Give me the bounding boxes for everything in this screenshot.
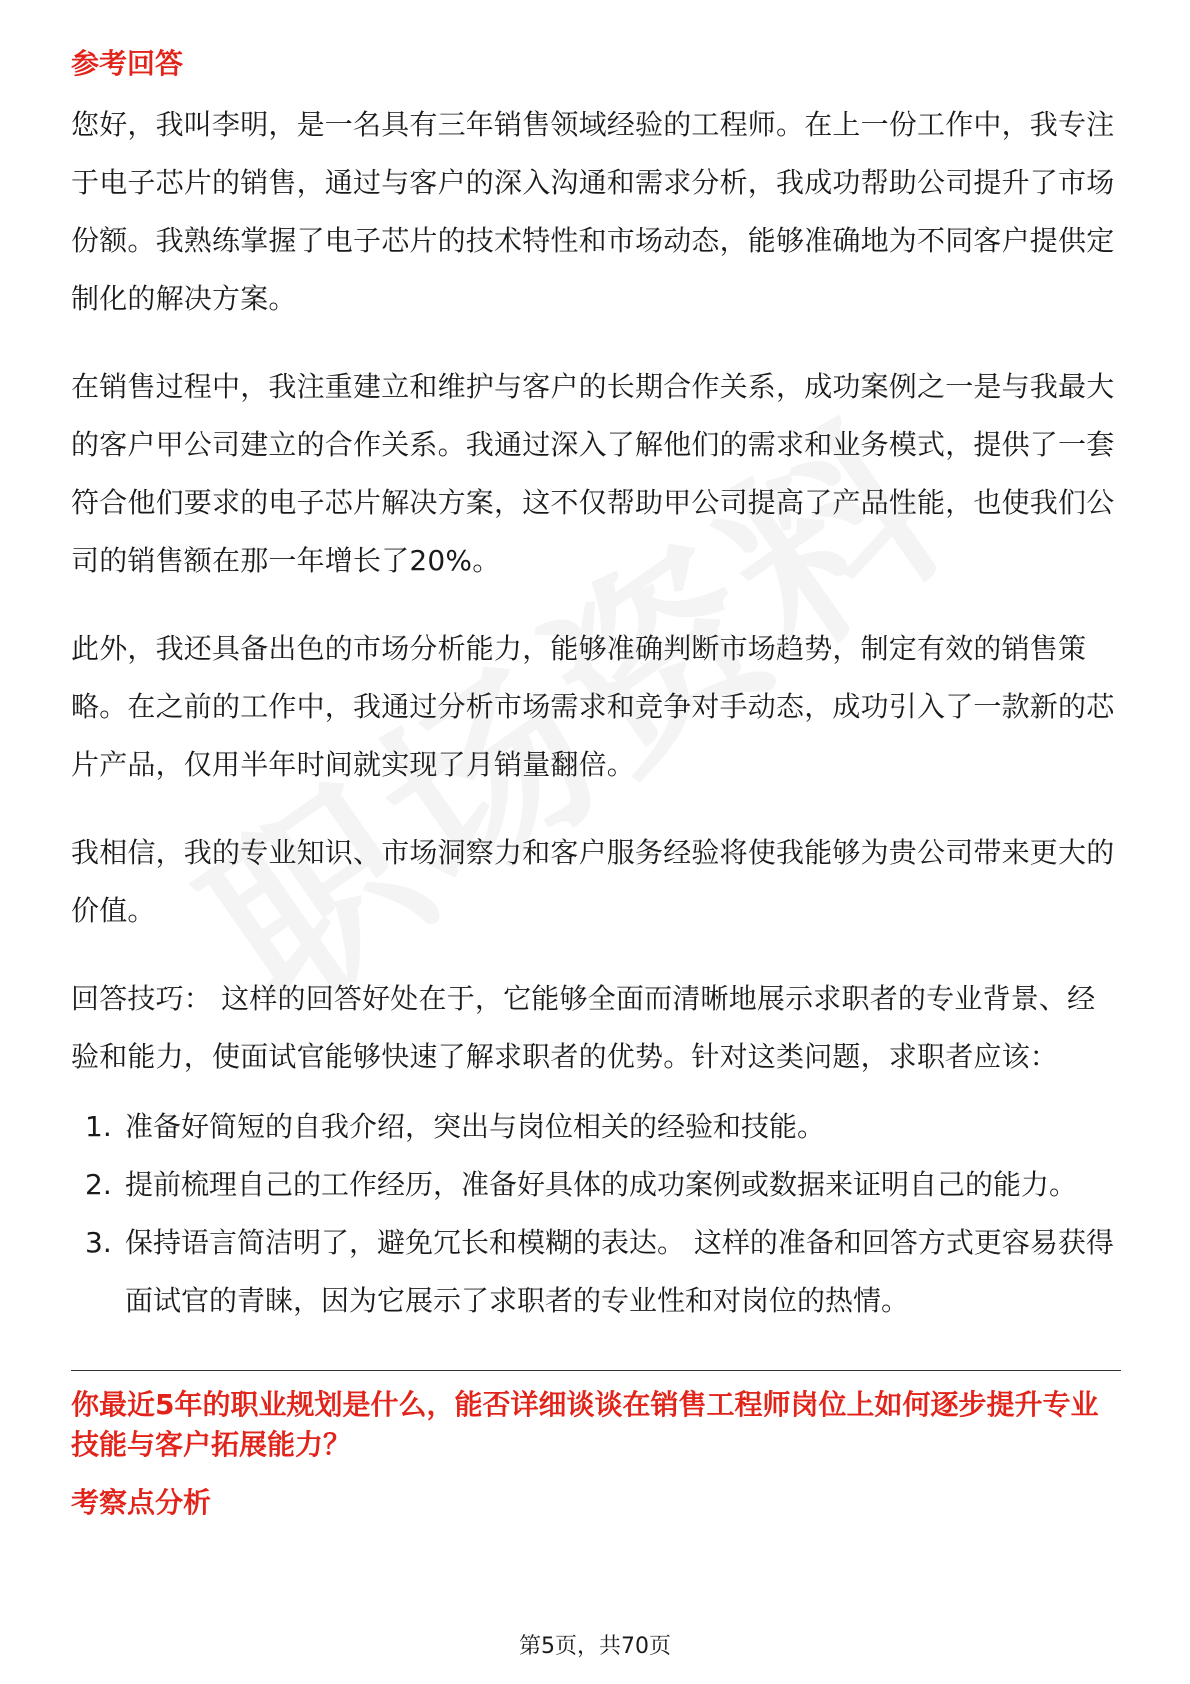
analysis-heading: 考察点分析 bbox=[71, 1486, 212, 1519]
list-item bbox=[71, 1098, 1121, 1156]
paragraph-analysis: 此外，我还具备出色的市场分析能力，能够准确判断市场趋势，制定有效的销售策略。在之前的工作中，我通过分析市场需求和竞争对手动态，成功引入了一款新的芯片产品，仅用半年时间就实现了月销量翻倍。 bbox=[71, 632, 1115, 781]
list-item-number: 2. bbox=[85, 1168, 112, 1201]
list-item bbox=[71, 1214, 1121, 1330]
tips-list bbox=[71, 1098, 1121, 1330]
next-question: 你最近5年的职业规划是什么，能否详细谈谈在销售工程师岗位上如何逐步提升专业技能与客户拓展能力？ bbox=[71, 1388, 1099, 1461]
list-item-number: 3. bbox=[85, 1226, 112, 1259]
page-number-footer: 第5页，共70页 bbox=[519, 1634, 671, 1659]
list-item bbox=[71, 1156, 1121, 1214]
paragraph-case: 在销售过程中，我注重建立和维护与客户的长期合作关系，成功案例之一是与我最大的客户甲公司建立的合作关系。我通过深入了解他们的需求和业务模式，提供了一套符合他们要求的电子芯片解决方案，这不仅帮助甲公司提高了产品性能，也使我们公司的销售额在那一年增长了20%。 bbox=[71, 370, 1115, 577]
list-item-text: 保持语言简洁明了，避免冗长和模糊的表达。 这样的准备和回答方式更容易获得面试官的青睐，因为它展示了求职者的专业性和对岗位的热情。 bbox=[125, 1226, 1114, 1317]
paragraph-tips-intro: 回答技巧： 这样的回答好处在于，它能够全面而清晰地展示求职者的专业背景、经验和能力，使面试官能够快速了解求职者的优势。针对这类问题，求职者应该： bbox=[71, 982, 1096, 1073]
paragraph-intro: 您好，我叫李明，是一名具有三年销售领域经验的工程师。在上一份工作中，我专注于电子芯片的销售，通过与客户的深入沟通和需求分析，我成功帮助公司提升了市场份额。我熟练掌握了电子芯片的技术特性和市场动态，能够准确地为不同客户提供定制化的解决方案。 bbox=[71, 108, 1115, 315]
page-content bbox=[71, 44, 1121, 1523]
list-item-text: 提前梳理自己的工作经历，准备好具体的成功案例或数据来证明自己的能力。 bbox=[125, 1168, 1078, 1201]
list-item-number: 1. bbox=[85, 1110, 112, 1143]
answer-heading: 参考回答 bbox=[71, 47, 184, 80]
list-item-text: 准备好简短的自我介绍，突出与岗位相关的经验和技能。 bbox=[125, 1110, 826, 1143]
paragraph-closing: 我相信，我的专业知识、市场洞察力和客户服务经验将使我能够为贵公司带来更大的价值。 bbox=[71, 836, 1115, 927]
